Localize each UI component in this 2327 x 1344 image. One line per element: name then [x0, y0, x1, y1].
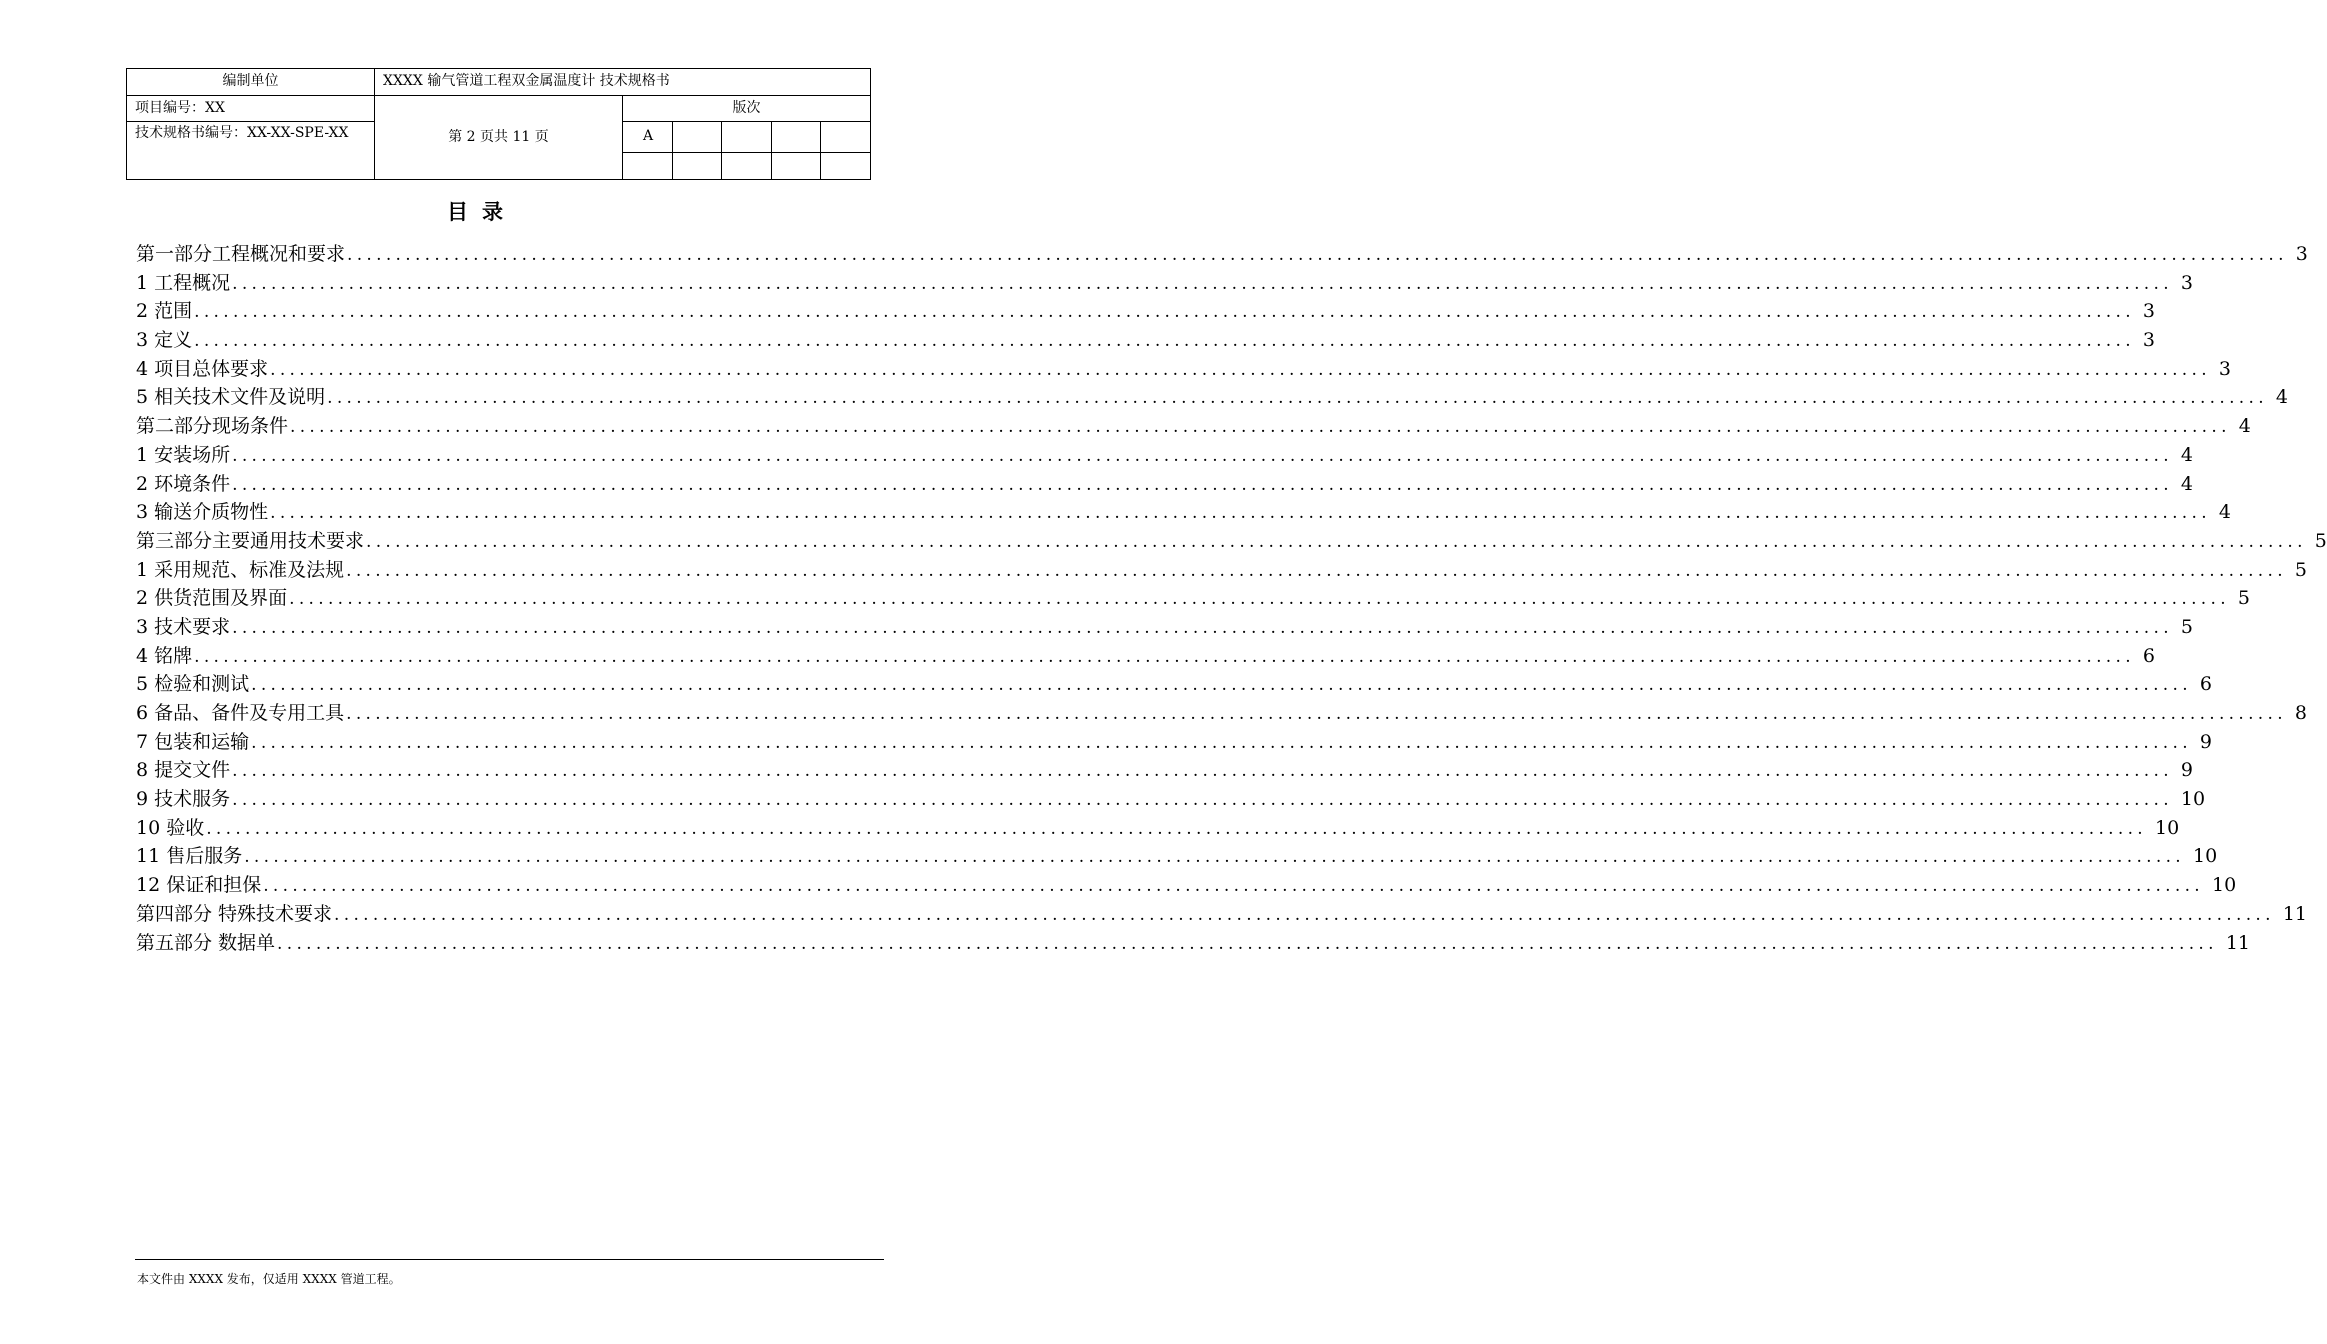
toc-entry-title: 12 保证和担保: [136, 874, 262, 897]
toc-entry[interactable]: [136, 469, 2193, 498]
toc-entry-page: 6: [2142, 644, 2155, 667]
toc-dot-leader: ........................................................................................................................................................................................................: [251, 675, 2192, 696]
revision-cell-empty: [623, 153, 673, 180]
toc-dot-leader: ........................................................................................................................................................................................................: [232, 617, 2173, 638]
toc-entry-page: 8: [2294, 702, 2307, 724]
table-of-contents: [136, 239, 2327, 956]
org-label-cell: 编制单位: [127, 69, 375, 96]
toc-dot-leader: ........................................................................................................................................................................................................: [290, 417, 2231, 438]
toc-entry-title: 7 包装和运输: [136, 730, 250, 753]
revision-value-cell: A: [623, 122, 673, 153]
toc-dot-leader: ........................................................................................................................................................................................................: [334, 904, 2275, 925]
toc-entry[interactable]: [136, 354, 2231, 383]
toc-entry-title: 第五部分 数据单: [136, 931, 276, 954]
revision-cell-empty: [722, 153, 772, 180]
toc-entry-title: 3 技术要求: [136, 615, 231, 638]
toc-entry-title: 第一部分工程概况和要求: [136, 243, 346, 265]
toc-entry[interactable]: [136, 268, 2193, 297]
revision-cell-empty: [821, 153, 871, 180]
toc-entry-title: 5 检验和测试: [136, 673, 250, 696]
toc-dot-leader: ........................................................................................................................................................................................................: [270, 359, 2211, 380]
toc-dot-leader: ........................................................................................................................................................................................................: [289, 589, 2230, 610]
toc-entry-title: 2 环境条件: [136, 472, 231, 495]
toc-dot-leader: ........................................................................................................................................................................................................: [232, 790, 2173, 811]
toc-dot-leader: ........................................................................................................................................................................................................: [232, 445, 2173, 466]
revision-cell-empty: [722, 122, 772, 153]
toc-entry-page: 9: [2180, 759, 2193, 782]
toc-entry-title: 11 售后服务: [136, 845, 243, 868]
toc-entry-title: 9 技术服务: [136, 788, 231, 811]
toc-entry[interactable]: [136, 641, 2155, 670]
toc-dot-leader: ........................................................................................................................................................................................................: [366, 531, 2307, 552]
revision-cell-empty: [673, 153, 722, 180]
toc-entry-title: 3 定义: [136, 329, 193, 352]
toc-dot-leader: ........................................................................................................................................................................................................: [244, 847, 2185, 868]
toc-entry-page: 5: [2314, 529, 2327, 552]
toc-title: 目录: [447, 200, 517, 224]
toc-entry-page: 3: [2142, 329, 2155, 352]
toc-entry-page: 3: [2218, 357, 2231, 380]
toc-entry-page: 10: [2154, 816, 2180, 839]
toc-entry-page: 4: [2180, 443, 2193, 466]
revision-cell-empty: [772, 122, 821, 153]
toc-entry-title: 2 范围: [136, 300, 193, 323]
toc-entry[interactable]: [136, 497, 2231, 526]
toc-entry-page: 10: [2192, 845, 2218, 868]
toc-entry-page: 4: [2238, 415, 2251, 438]
toc-entry[interactable]: [136, 555, 2307, 584]
toc-entry-title: 10 验收: [136, 816, 205, 839]
toc-entry-page: 5: [2180, 615, 2193, 638]
toc-entry[interactable]: [136, 841, 2218, 870]
toc-entry[interactable]: [136, 870, 2237, 899]
toc-entry[interactable]: [136, 382, 2288, 411]
toc-dot-leader: ........................................................................................................................................................................................................: [194, 302, 2135, 323]
toc-entry[interactable]: [136, 698, 2307, 727]
toc-entry[interactable]: [136, 784, 2206, 813]
toc-dot-leader: ........................................................................................................................................................................................................: [206, 818, 2147, 839]
toc-dot-leader: ........................................................................................................................................................................................................: [263, 876, 2204, 897]
toc-entry-page: 4: [2180, 472, 2193, 495]
toc-entry[interactable]: [136, 526, 2327, 555]
toc-dot-leader: ........................................................................................................................................................................................................: [232, 474, 2173, 495]
revision-cell-empty: [673, 122, 722, 153]
toc-dot-leader: ........................................................................................................................................................................................................: [346, 704, 2287, 724]
toc-entry[interactable]: [136, 325, 2155, 354]
revision-label-cell: 版次: [623, 96, 871, 122]
toc-entry[interactable]: [136, 612, 2193, 641]
toc-entry-page: 3: [2142, 300, 2155, 323]
toc-entry-page: 3: [2180, 271, 2193, 294]
doc-title-cell: XXXX 输气管道工程双金属温度计 技术规格书: [375, 69, 871, 96]
toc-entry[interactable]: [136, 669, 2212, 698]
spec-no-cell: 技术规格书编号：XX-XX-SPE-XX: [127, 122, 375, 180]
toc-entry-title: 5 相关技术文件及说明: [136, 386, 326, 409]
toc-entry-title: 8 提交文件: [136, 759, 231, 782]
toc-entry-title: 3 输送介质物性: [136, 501, 269, 524]
toc-entry-page: 10: [2211, 874, 2237, 897]
toc-dot-leader: ........................................................................................................................................................................................................: [194, 646, 2135, 667]
toc-entry[interactable]: [136, 411, 2251, 440]
toc-dot-leader: ........................................................................................................................................................................................................: [194, 331, 2135, 352]
toc-entry[interactable]: [136, 899, 2307, 928]
toc-entry-page: 4: [2218, 501, 2231, 524]
toc-entry-title: 4 铭牌: [136, 644, 193, 667]
toc-entry-page: 3: [2295, 243, 2308, 265]
toc-entry-page: 11: [2225, 931, 2250, 954]
revision-cell-empty: [821, 122, 871, 153]
toc-entry-title: 1 安装场所: [136, 443, 231, 466]
toc-entry[interactable]: [136, 755, 2193, 784]
toc-dot-leader: ........................................................................................................................................................................................................: [346, 560, 2287, 581]
toc-dot-leader: ........................................................................................................................................................................................................: [232, 273, 2173, 294]
toc-entry[interactable]: [136, 928, 2250, 957]
toc-entry-title: 1 采用规范、标准及法规: [136, 558, 345, 581]
toc-entry-page: 10: [2180, 788, 2206, 811]
toc-dot-leader: ........................................................................................................................................................................................................: [251, 732, 2192, 753]
footer-divider: [135, 1259, 884, 1260]
footer-text: 本文件由 XXXX 发布，仅适用 XXXX 管道工程。: [137, 1272, 401, 1286]
toc-entry[interactable]: [136, 296, 2155, 325]
toc-dot-leader: ........................................................................................................................................................................................................: [347, 245, 2288, 265]
toc-entry[interactable]: [136, 440, 2193, 469]
toc-entry-title: 第三部分主要通用技术要求: [136, 529, 365, 552]
toc-entry-title: 第四部分 特殊技术要求: [136, 902, 333, 925]
toc-entry-page: 5: [2237, 587, 2250, 610]
toc-entry-title: 6 备品、备件及专用工具: [136, 702, 345, 724]
revision-cell-empty: [772, 153, 821, 180]
toc-entry-page: 9: [2199, 730, 2212, 753]
toc-entry-title: 2 供货范围及界面: [136, 587, 288, 610]
page-info-cell: 第 2 页共 11 页: [375, 96, 623, 180]
toc-entry[interactable]: [136, 727, 2212, 756]
toc-entry-page: 6: [2199, 673, 2212, 696]
toc-entry[interactable]: [136, 583, 2250, 612]
toc-entry[interactable]: [136, 813, 2180, 842]
toc-dot-leader: ........................................................................................................................................................................................................: [327, 388, 2268, 409]
toc-dot-leader: ........................................................................................................................................................................................................: [277, 933, 2218, 954]
toc-entry[interactable]: [136, 239, 2308, 268]
toc-dot-leader: ........................................................................................................................................................................................................: [232, 761, 2173, 782]
toc-entry-title: 4 项目总体要求: [136, 357, 269, 380]
toc-entry-page: 11: [2282, 902, 2307, 925]
toc-entry-page: 4: [2275, 386, 2288, 409]
toc-dot-leader: ........................................................................................................................................................................................................: [270, 503, 2211, 524]
project-no-cell: 项目编号：XX: [127, 96, 375, 122]
toc-entry-page: 5: [2294, 558, 2307, 581]
toc-entry-title: 第二部分现场条件: [136, 415, 289, 438]
header-table: [126, 68, 871, 180]
toc-entry-title: 1 工程概况: [136, 271, 231, 294]
